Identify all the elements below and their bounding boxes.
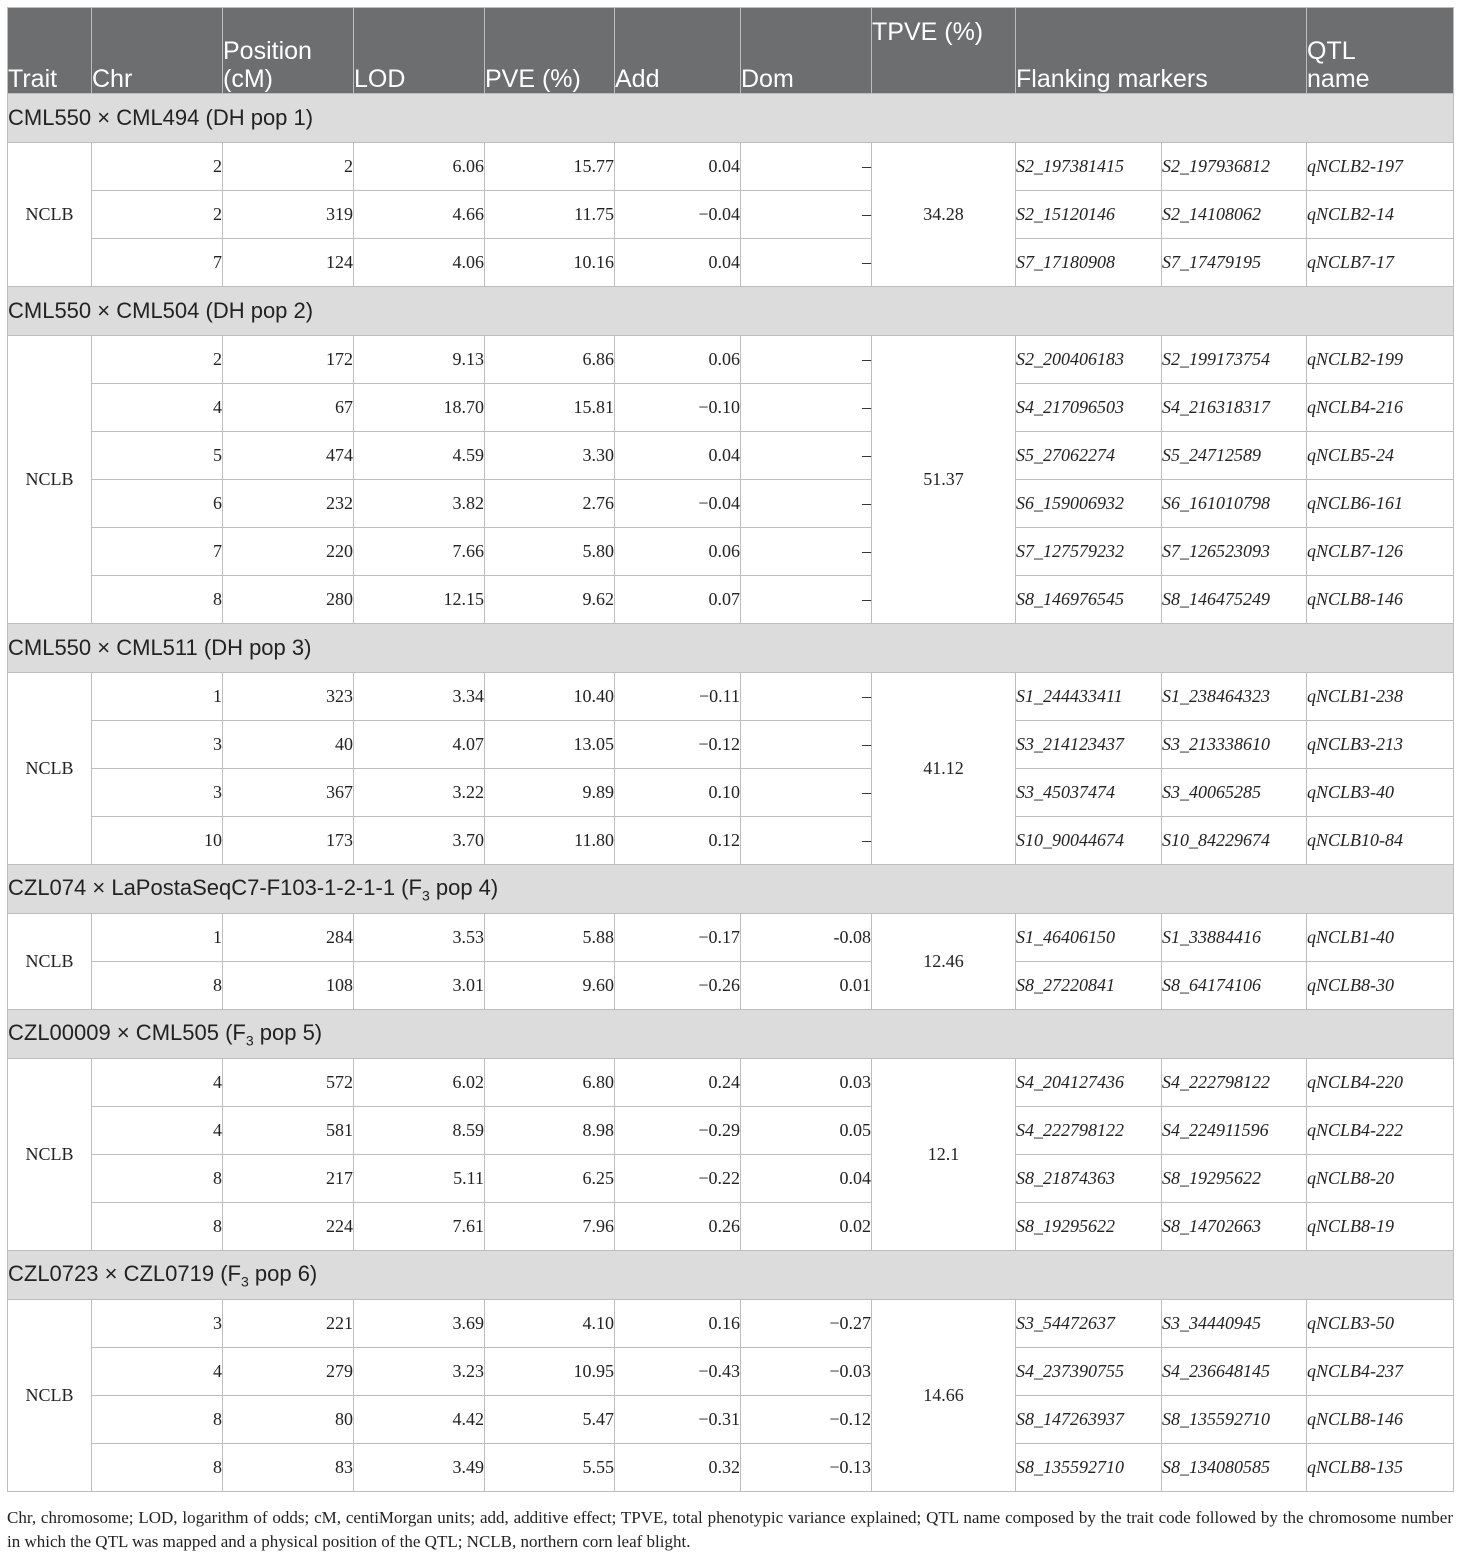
dom-cell: – bbox=[741, 769, 872, 817]
chr-cell: 8 bbox=[92, 1444, 223, 1492]
pve-cell: 6.25 bbox=[485, 1155, 615, 1203]
header-trait: Trait bbox=[8, 8, 92, 94]
qtl-name-cell: qNCLB4-222 bbox=[1307, 1107, 1454, 1155]
flanking-marker-right: S4_216318317 bbox=[1162, 384, 1307, 432]
population-group-header bbox=[8, 1251, 1454, 1300]
add-cell: 0.06 bbox=[615, 336, 741, 384]
pve-cell: 11.80 bbox=[485, 817, 615, 865]
table-row bbox=[8, 769, 1454, 817]
group-title-text: CML550 × CML494 (DH pop 1) bbox=[8, 105, 314, 130]
dom-cell: −0.27 bbox=[741, 1300, 872, 1348]
header-qtl-name: QTL name bbox=[1307, 8, 1454, 94]
population-group-header bbox=[8, 94, 1454, 143]
position-cell: 224 bbox=[223, 1203, 354, 1251]
pve-cell: 4.10 bbox=[485, 1300, 615, 1348]
pve-cell: 6.80 bbox=[485, 1059, 615, 1107]
position-cell: 124 bbox=[223, 239, 354, 287]
flanking-marker-left: S4_237390755 bbox=[1016, 1348, 1162, 1396]
chr-cell: 8 bbox=[92, 1155, 223, 1203]
qtl-table bbox=[7, 7, 1454, 1492]
flanking-marker-right: S3_40065285 bbox=[1162, 769, 1307, 817]
trait-cell: NCLB bbox=[8, 336, 92, 624]
flanking-marker-left: S4_204127436 bbox=[1016, 1059, 1162, 1107]
position-cell: 284 bbox=[223, 914, 354, 962]
add-cell: 0.12 bbox=[615, 817, 741, 865]
dom-cell: – bbox=[741, 528, 872, 576]
population-group-header bbox=[8, 865, 1454, 914]
group-title-subscript: 3 bbox=[240, 1273, 249, 1290]
lod-cell: 6.02 bbox=[354, 1059, 485, 1107]
chr-cell: 4 bbox=[92, 384, 223, 432]
population-group-header bbox=[8, 287, 1454, 336]
pve-cell: 7.96 bbox=[485, 1203, 615, 1251]
chr-cell: 1 bbox=[92, 914, 223, 962]
population-group-header bbox=[8, 624, 1454, 673]
chr-cell: 8 bbox=[92, 576, 223, 624]
table-row bbox=[8, 1444, 1454, 1492]
chr-cell: 10 bbox=[92, 817, 223, 865]
lod-cell: 4.07 bbox=[354, 721, 485, 769]
chr-cell: 8 bbox=[92, 1396, 223, 1444]
flanking-marker-left: S8_21874363 bbox=[1016, 1155, 1162, 1203]
chr-cell: 3 bbox=[92, 721, 223, 769]
position-cell: 232 bbox=[223, 480, 354, 528]
add-cell: −0.22 bbox=[615, 1155, 741, 1203]
table-body bbox=[8, 94, 1454, 1492]
lod-cell: 18.70 bbox=[354, 384, 485, 432]
add-cell: 0.04 bbox=[615, 432, 741, 480]
table-row bbox=[8, 1300, 1454, 1348]
tpve-cell: 41.12 bbox=[872, 673, 1016, 865]
table-row bbox=[8, 1155, 1454, 1203]
flanking-marker-right: S8_146475249 bbox=[1162, 576, 1307, 624]
flanking-marker-right: S10_84229674 bbox=[1162, 817, 1307, 865]
flanking-marker-right: S8_135592710 bbox=[1162, 1396, 1307, 1444]
trait-cell: NCLB bbox=[8, 143, 92, 287]
group-title-suffix: pop 6) bbox=[248, 1260, 318, 1286]
flanking-marker-right: S3_213338610 bbox=[1162, 721, 1307, 769]
pve-cell: 5.47 bbox=[485, 1396, 615, 1444]
pve-cell: 5.55 bbox=[485, 1444, 615, 1492]
chr-cell: 3 bbox=[92, 1300, 223, 1348]
pve-cell: 9.62 bbox=[485, 576, 615, 624]
dom-cell: – bbox=[741, 817, 872, 865]
group-title-text: CZL0723 × CZL0719 (F bbox=[8, 1260, 241, 1286]
lod-cell: 3.69 bbox=[354, 1300, 485, 1348]
qtl-name-cell: qNCLB7-126 bbox=[1307, 528, 1454, 576]
tpve-cell: 14.66 bbox=[872, 1300, 1016, 1492]
flanking-marker-left: S10_90044674 bbox=[1016, 817, 1162, 865]
qtl-name-cell: qNCLB4-237 bbox=[1307, 1348, 1454, 1396]
pve-cell: 13.05 bbox=[485, 721, 615, 769]
pve-cell: 5.88 bbox=[485, 914, 615, 962]
flanking-marker-left: S3_214123437 bbox=[1016, 721, 1162, 769]
dom-cell: – bbox=[741, 480, 872, 528]
qtl-name-cell: qNCLB8-146 bbox=[1307, 1396, 1454, 1444]
chr-cell: 7 bbox=[92, 239, 223, 287]
flanking-marker-left: S8_19295622 bbox=[1016, 1203, 1162, 1251]
chr-cell: 2 bbox=[92, 191, 223, 239]
lod-cell: 3.70 bbox=[354, 817, 485, 865]
qtl-name-cell: qNCLB2-197 bbox=[1307, 143, 1454, 191]
lod-cell: 9.13 bbox=[354, 336, 485, 384]
qtl-name-cell: qNCLB3-50 bbox=[1307, 1300, 1454, 1348]
flanking-marker-left: S6_159006932 bbox=[1016, 480, 1162, 528]
add-cell: 0.10 bbox=[615, 769, 741, 817]
flanking-marker-left: S4_222798122 bbox=[1016, 1107, 1162, 1155]
flanking-marker-left: S7_17180908 bbox=[1016, 239, 1162, 287]
table-row bbox=[8, 721, 1454, 769]
table-footnote: Chr, chromosome; LOD, logarithm of odds; cM, centiMorgan units; add, additive effect; TPVE, total phenotypic variance explained; QTL name composed by the trait code followed by the chromosome number in which the QTL was mapped and a physical position of the QTL; NCLB, northern corn leaf blight. bbox=[7, 1508, 1453, 1551]
trait-cell: NCLB bbox=[8, 1300, 92, 1492]
chr-cell: 5 bbox=[92, 432, 223, 480]
dom-cell: – bbox=[741, 191, 872, 239]
qtl-name-cell: qNCLB8-30 bbox=[1307, 962, 1454, 1010]
header-position: Position (cM) bbox=[223, 8, 354, 94]
qtl-name-cell: qNCLB8-20 bbox=[1307, 1155, 1454, 1203]
lod-cell: 4.59 bbox=[354, 432, 485, 480]
lod-cell: 3.01 bbox=[354, 962, 485, 1010]
dom-cell: – bbox=[741, 432, 872, 480]
lod-cell: 3.22 bbox=[354, 769, 485, 817]
chr-cell: 6 bbox=[92, 480, 223, 528]
position-cell: 279 bbox=[223, 1348, 354, 1396]
table-row bbox=[8, 914, 1454, 962]
flanking-marker-left: S8_135592710 bbox=[1016, 1444, 1162, 1492]
table-header bbox=[8, 8, 1454, 94]
dom-cell: – bbox=[741, 239, 872, 287]
position-cell: 217 bbox=[223, 1155, 354, 1203]
add-cell: −0.17 bbox=[615, 914, 741, 962]
flanking-marker-left: S1_46406150 bbox=[1016, 914, 1162, 962]
add-cell: −0.43 bbox=[615, 1348, 741, 1396]
qtl-name-cell: qNCLB6-161 bbox=[1307, 480, 1454, 528]
position-cell: 67 bbox=[223, 384, 354, 432]
pve-cell: 15.77 bbox=[485, 143, 615, 191]
chr-cell: 2 bbox=[92, 143, 223, 191]
qtl-name-cell: qNCLB7-17 bbox=[1307, 239, 1454, 287]
dom-cell: – bbox=[741, 336, 872, 384]
qtl-name-cell: qNCLB2-14 bbox=[1307, 191, 1454, 239]
add-cell: 0.04 bbox=[615, 239, 741, 287]
flanking-marker-right: S7_126523093 bbox=[1162, 528, 1307, 576]
trait-cell: NCLB bbox=[8, 673, 92, 865]
add-cell: 0.26 bbox=[615, 1203, 741, 1251]
chr-cell: 4 bbox=[92, 1348, 223, 1396]
lod-cell: 7.61 bbox=[354, 1203, 485, 1251]
add-cell: 0.32 bbox=[615, 1444, 741, 1492]
dom-cell: −0.12 bbox=[741, 1396, 872, 1444]
lod-cell: 5.11 bbox=[354, 1155, 485, 1203]
header-chr: Chr bbox=[92, 8, 223, 94]
dom-cell: 0.05 bbox=[741, 1107, 872, 1155]
flanking-marker-right: S1_238464323 bbox=[1162, 673, 1307, 721]
population-group-header bbox=[8, 1010, 1454, 1059]
table-row bbox=[8, 528, 1454, 576]
population-title bbox=[8, 865, 1454, 914]
group-title-text: CZL074 × LaPostaSeqC7-F103-1-2-1-1 (F bbox=[8, 874, 422, 900]
lod-cell: 6.06 bbox=[354, 143, 485, 191]
position-cell: 367 bbox=[223, 769, 354, 817]
position-cell: 108 bbox=[223, 962, 354, 1010]
table-row bbox=[8, 1203, 1454, 1251]
flanking-marker-left: S1_244433411 bbox=[1016, 673, 1162, 721]
dom-cell: – bbox=[741, 384, 872, 432]
header-lod: LOD bbox=[354, 8, 485, 94]
population-title bbox=[8, 94, 1454, 143]
position-cell: 323 bbox=[223, 673, 354, 721]
header-tpve: TPVE (%) bbox=[872, 8, 1016, 94]
chr-cell: 8 bbox=[92, 962, 223, 1010]
position-cell: 280 bbox=[223, 576, 354, 624]
add-cell: 0.24 bbox=[615, 1059, 741, 1107]
table-row bbox=[8, 336, 1454, 384]
pve-cell: 3.30 bbox=[485, 432, 615, 480]
table-row bbox=[8, 191, 1454, 239]
population-title bbox=[8, 1251, 1454, 1300]
flanking-marker-right: S8_19295622 bbox=[1162, 1155, 1307, 1203]
group-title-text: CZL00009 × CML505 (F bbox=[8, 1019, 246, 1045]
dom-cell: 0.03 bbox=[741, 1059, 872, 1107]
qtl-name-cell: qNCLB5-24 bbox=[1307, 432, 1454, 480]
group-title-subscript: 3 bbox=[245, 1032, 254, 1049]
flanking-marker-left: S7_127579232 bbox=[1016, 528, 1162, 576]
qtl-name-cell: qNCLB3-213 bbox=[1307, 721, 1454, 769]
flanking-marker-right: S7_17479195 bbox=[1162, 239, 1307, 287]
qtl-name-cell: qNCLB4-216 bbox=[1307, 384, 1454, 432]
lod-cell: 3.49 bbox=[354, 1444, 485, 1492]
header-pve: PVE (%) bbox=[485, 8, 615, 94]
flanking-marker-left: S8_146976545 bbox=[1016, 576, 1162, 624]
add-cell: −0.29 bbox=[615, 1107, 741, 1155]
dom-cell: 0.01 bbox=[741, 962, 872, 1010]
table-row bbox=[8, 576, 1454, 624]
lod-cell: 4.42 bbox=[354, 1396, 485, 1444]
table-row bbox=[8, 817, 1454, 865]
group-title-subscript: 3 bbox=[421, 887, 430, 904]
flanking-marker-left: S2_15120146 bbox=[1016, 191, 1162, 239]
pve-cell: 2.76 bbox=[485, 480, 615, 528]
flanking-marker-left: S5_27062274 bbox=[1016, 432, 1162, 480]
flanking-marker-left: S8_27220841 bbox=[1016, 962, 1162, 1010]
lod-cell: 8.59 bbox=[354, 1107, 485, 1155]
flanking-marker-left: S2_200406183 bbox=[1016, 336, 1162, 384]
trait-cell: NCLB bbox=[8, 1059, 92, 1251]
table-row bbox=[8, 239, 1454, 287]
dom-cell: 0.04 bbox=[741, 1155, 872, 1203]
table-row bbox=[8, 432, 1454, 480]
flanking-marker-right: S1_33884416 bbox=[1162, 914, 1307, 962]
population-title bbox=[8, 624, 1454, 673]
add-cell: −0.04 bbox=[615, 480, 741, 528]
add-cell: −0.11 bbox=[615, 673, 741, 721]
dom-cell: – bbox=[741, 576, 872, 624]
lod-cell: 3.53 bbox=[354, 914, 485, 962]
chr-cell: 4 bbox=[92, 1059, 223, 1107]
flanking-marker-right: S8_14702663 bbox=[1162, 1203, 1307, 1251]
lod-cell: 3.34 bbox=[354, 673, 485, 721]
table-row bbox=[8, 962, 1454, 1010]
table-row bbox=[8, 1059, 1454, 1107]
flanking-marker-right: S5_24712589 bbox=[1162, 432, 1307, 480]
add-cell: −0.04 bbox=[615, 191, 741, 239]
flanking-marker-left: S4_217096503 bbox=[1016, 384, 1162, 432]
flanking-marker-right: S4_236648145 bbox=[1162, 1348, 1307, 1396]
add-cell: −0.10 bbox=[615, 384, 741, 432]
pve-cell: 10.40 bbox=[485, 673, 615, 721]
chr-cell: 3 bbox=[92, 769, 223, 817]
population-title bbox=[8, 287, 1454, 336]
group-title-suffix: pop 4) bbox=[429, 874, 499, 900]
position-cell: 220 bbox=[223, 528, 354, 576]
position-cell: 319 bbox=[223, 191, 354, 239]
lod-cell: 12.15 bbox=[354, 576, 485, 624]
table-row bbox=[8, 143, 1454, 191]
table-row bbox=[8, 384, 1454, 432]
flanking-marker-right: S2_199173754 bbox=[1162, 336, 1307, 384]
chr-cell: 1 bbox=[92, 673, 223, 721]
pve-cell: 15.81 bbox=[485, 384, 615, 432]
qtl-name-cell: qNCLB2-199 bbox=[1307, 336, 1454, 384]
qtl-name-cell: qNCLB4-220 bbox=[1307, 1059, 1454, 1107]
lod-cell: 3.82 bbox=[354, 480, 485, 528]
dom-cell: – bbox=[741, 721, 872, 769]
chr-cell: 8 bbox=[92, 1203, 223, 1251]
lod-cell: 7.66 bbox=[354, 528, 485, 576]
table-row bbox=[8, 480, 1454, 528]
pve-cell: 5.80 bbox=[485, 528, 615, 576]
pve-cell: 10.16 bbox=[485, 239, 615, 287]
table-row bbox=[8, 1396, 1454, 1444]
population-title bbox=[8, 1010, 1454, 1059]
position-cell: 221 bbox=[223, 1300, 354, 1348]
flanking-marker-right: S2_14108062 bbox=[1162, 191, 1307, 239]
flanking-marker-right: S6_161010798 bbox=[1162, 480, 1307, 528]
pve-cell: 9.89 bbox=[485, 769, 615, 817]
lod-cell: 4.06 bbox=[354, 239, 485, 287]
pve-cell: 9.60 bbox=[485, 962, 615, 1010]
group-title-text: CML550 × CML511 (DH pop 3) bbox=[8, 635, 312, 660]
position-cell: 2 bbox=[223, 143, 354, 191]
flanking-marker-right: S8_134080585 bbox=[1162, 1444, 1307, 1492]
pve-cell: 11.75 bbox=[485, 191, 615, 239]
dom-cell: – bbox=[741, 673, 872, 721]
qtl-name-cell: qNCLB8-19 bbox=[1307, 1203, 1454, 1251]
qtl-name-cell: qNCLB10-84 bbox=[1307, 817, 1454, 865]
add-cell: −0.26 bbox=[615, 962, 741, 1010]
dom-cell: −0.13 bbox=[741, 1444, 872, 1492]
add-cell: −0.12 bbox=[615, 721, 741, 769]
header-add: Add bbox=[615, 8, 741, 94]
position-cell: 40 bbox=[223, 721, 354, 769]
pve-cell: 6.86 bbox=[485, 336, 615, 384]
flanking-marker-right: S2_197936812 bbox=[1162, 143, 1307, 191]
qtl-name-cell: qNCLB3-40 bbox=[1307, 769, 1454, 817]
add-cell: 0.06 bbox=[615, 528, 741, 576]
chr-cell: 4 bbox=[92, 1107, 223, 1155]
flanking-marker-left: S3_54472637 bbox=[1016, 1300, 1162, 1348]
add-cell: 0.16 bbox=[615, 1300, 741, 1348]
tpve-cell: 12.1 bbox=[872, 1059, 1016, 1251]
tpve-cell: 12.46 bbox=[872, 914, 1016, 1010]
position-cell: 80 bbox=[223, 1396, 354, 1444]
qtl-name-cell: qNCLB1-40 bbox=[1307, 914, 1454, 962]
flanking-marker-left: S3_45037474 bbox=[1016, 769, 1162, 817]
position-cell: 572 bbox=[223, 1059, 354, 1107]
flanking-marker-right: S3_34440945 bbox=[1162, 1300, 1307, 1348]
dom-cell: -0.08 bbox=[741, 914, 872, 962]
header-flanking-markers: Flanking markers bbox=[1016, 8, 1307, 94]
pve-cell: 8.98 bbox=[485, 1107, 615, 1155]
add-cell: 0.04 bbox=[615, 143, 741, 191]
group-title-suffix: pop 5) bbox=[253, 1019, 323, 1045]
dom-cell: 0.02 bbox=[741, 1203, 872, 1251]
add-cell: 0.07 bbox=[615, 576, 741, 624]
flanking-marker-right: S8_64174106 bbox=[1162, 962, 1307, 1010]
pve-cell: 10.95 bbox=[485, 1348, 615, 1396]
chr-cell: 7 bbox=[92, 528, 223, 576]
lod-cell: 4.66 bbox=[354, 191, 485, 239]
table-row bbox=[8, 1348, 1454, 1396]
chr-cell: 2 bbox=[92, 336, 223, 384]
table-row bbox=[8, 673, 1454, 721]
group-title-text: CML550 × CML504 (DH pop 2) bbox=[8, 298, 314, 323]
flanking-marker-right: S4_222798122 bbox=[1162, 1059, 1307, 1107]
lod-cell: 3.23 bbox=[354, 1348, 485, 1396]
flanking-marker-right: S4_224911596 bbox=[1162, 1107, 1307, 1155]
qtl-name-cell: qNCLB8-146 bbox=[1307, 576, 1454, 624]
dom-cell: −0.03 bbox=[741, 1348, 872, 1396]
table-row bbox=[8, 1107, 1454, 1155]
qtl-name-cell: qNCLB8-135 bbox=[1307, 1444, 1454, 1492]
position-cell: 172 bbox=[223, 336, 354, 384]
position-cell: 83 bbox=[223, 1444, 354, 1492]
qtl-name-cell: qNCLB1-238 bbox=[1307, 673, 1454, 721]
flanking-marker-left: S8_147263937 bbox=[1016, 1396, 1162, 1444]
position-cell: 474 bbox=[223, 432, 354, 480]
dom-cell: – bbox=[741, 143, 872, 191]
trait-cell: NCLB bbox=[8, 914, 92, 1010]
flanking-marker-left: S2_197381415 bbox=[1016, 143, 1162, 191]
add-cell: −0.31 bbox=[615, 1396, 741, 1444]
tpve-cell: 51.37 bbox=[872, 336, 1016, 624]
position-cell: 173 bbox=[223, 817, 354, 865]
tpve-cell: 34.28 bbox=[872, 143, 1016, 287]
header-dom: Dom bbox=[741, 8, 872, 94]
position-cell: 581 bbox=[223, 1107, 354, 1155]
